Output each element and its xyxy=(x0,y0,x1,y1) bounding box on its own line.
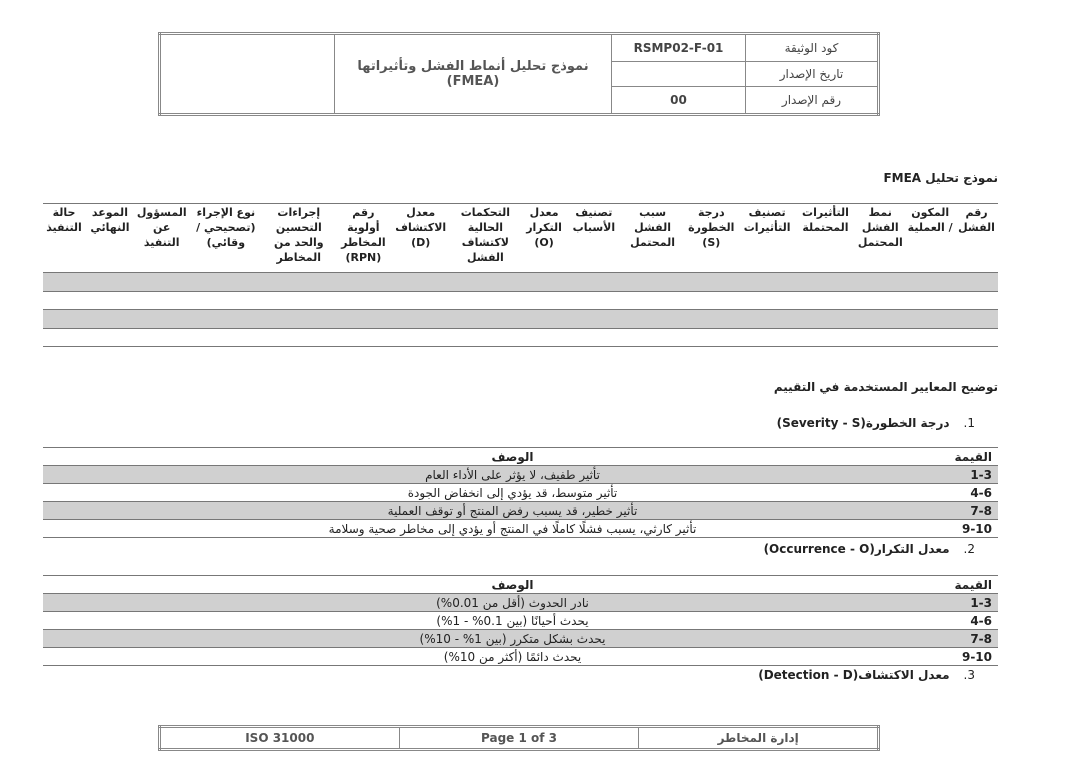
criteria-value: 4-6 xyxy=(898,612,998,630)
criteria-title: توضيح المعايير المستخدمة في التقييم xyxy=(773,380,998,394)
table-cell[interactable] xyxy=(621,310,684,329)
table-cell[interactable] xyxy=(263,328,334,347)
column-header: تصنيف الأسباب xyxy=(566,204,621,273)
section-title: معدل التكرار(Occurrence - O) xyxy=(763,542,950,556)
value-header: القيمة xyxy=(898,576,998,594)
table-row xyxy=(43,291,998,310)
criteria-description: يحدث أحيانًا (بين 0.1% - 1%) xyxy=(43,612,898,630)
criteria-description: تأثير كارثي، يسبب فشلًا كاملًا في المنتج أو يؤدي إلى مخاطر صحية وسلامة xyxy=(43,520,898,538)
criteria-row xyxy=(43,520,998,538)
table-cell[interactable] xyxy=(684,291,739,310)
occurrence-heading xyxy=(764,542,975,556)
table-cell[interactable] xyxy=(522,273,567,292)
table-cell[interactable] xyxy=(43,328,85,347)
table-cell[interactable] xyxy=(334,291,392,310)
column-header: التأثيرات المحتملة xyxy=(796,204,856,273)
criteria-description: نادر الحدوث (أقل من 0.01%) xyxy=(43,594,898,612)
section-title: درجة الخطورة(Severity - S) xyxy=(776,416,950,430)
table-cell[interactable] xyxy=(449,273,521,292)
table-row xyxy=(43,273,998,292)
table-cell[interactable] xyxy=(263,273,334,292)
column-header: إجراءات التحسين والحد من المخاطر xyxy=(263,204,334,273)
value-header: القيمة xyxy=(898,448,998,466)
logo-cell xyxy=(160,34,335,115)
criteria-row xyxy=(43,466,998,484)
section-number: 2. xyxy=(963,542,975,556)
column-header: درجة الخطورة (S) xyxy=(684,204,739,273)
criteria-value: 9-10 xyxy=(898,520,998,538)
column-header: نوع الإجراء (تصحيحي / وقائي) xyxy=(189,204,263,273)
description-header: الوصف xyxy=(43,576,898,594)
criteria-description: يحدث بشكل متكرر (بين 1% - 10%) xyxy=(43,630,898,648)
document-footer xyxy=(158,725,880,751)
table-cell[interactable] xyxy=(189,310,263,329)
table-cell[interactable] xyxy=(855,328,905,347)
severity-table xyxy=(43,447,998,538)
table-cell[interactable] xyxy=(621,291,684,310)
criteria-row xyxy=(43,594,998,612)
fmea-section-title: نموذج تحليل FMEA xyxy=(883,171,998,185)
footer-department: إدارة المخاطر xyxy=(639,727,879,750)
table-cell[interactable] xyxy=(955,273,998,292)
footer-page-number: Page 1 of 3 xyxy=(399,727,639,750)
table-cell[interactable] xyxy=(43,291,85,310)
detection-heading xyxy=(758,668,975,682)
table-cell[interactable] xyxy=(684,328,739,347)
issue-date-value xyxy=(612,61,746,87)
table-cell[interactable] xyxy=(796,273,856,292)
table-cell[interactable] xyxy=(392,291,449,310)
version-value: 00 xyxy=(612,87,746,115)
table-cell[interactable] xyxy=(621,328,684,347)
criteria-row xyxy=(43,484,998,502)
fmea-table xyxy=(43,203,998,347)
column-header: حالة التنفيذ xyxy=(43,204,85,273)
table-cell[interactable] xyxy=(566,310,621,329)
table-cell[interactable] xyxy=(566,328,621,347)
column-header: سبب الفشل المحتمل xyxy=(621,204,684,273)
criteria-row xyxy=(43,630,998,648)
table-cell[interactable] xyxy=(392,328,449,347)
table-cell[interactable] xyxy=(392,273,449,292)
table-cell[interactable] xyxy=(739,328,796,347)
column-header: المسؤول عن التنفيذ xyxy=(135,204,189,273)
table-cell[interactable] xyxy=(449,291,521,310)
table-cell[interactable] xyxy=(43,310,85,329)
issue-date-label: تاريخ الإصدار xyxy=(746,61,879,87)
column-header: التحكمات الحالية لاكتشاف الفشل xyxy=(449,204,521,273)
table-cell[interactable] xyxy=(739,291,796,310)
criteria-row xyxy=(43,612,998,630)
section-number: 1. xyxy=(963,416,975,430)
criteria-value: 1-3 xyxy=(898,466,998,484)
table-cell[interactable] xyxy=(684,310,739,329)
table-cell[interactable] xyxy=(263,291,334,310)
table-row xyxy=(43,310,998,329)
table-cell[interactable] xyxy=(796,291,856,310)
table-cell[interactable] xyxy=(955,328,998,347)
table-cell[interactable] xyxy=(135,291,189,310)
document-header xyxy=(158,32,880,116)
table-row xyxy=(43,328,998,347)
column-header: تصنيف التأثيرات xyxy=(739,204,796,273)
table-cell[interactable] xyxy=(85,310,135,329)
table-cell[interactable] xyxy=(189,273,263,292)
criteria-value: 7-8 xyxy=(898,502,998,520)
table-cell[interactable] xyxy=(522,291,567,310)
table-cell[interactable] xyxy=(334,328,392,347)
table-cell[interactable] xyxy=(135,273,189,292)
column-header: معدل التكرار (O) xyxy=(522,204,567,273)
occurrence-table xyxy=(43,575,998,666)
table-cell[interactable] xyxy=(905,310,955,329)
table-cell[interactable] xyxy=(85,273,135,292)
table-cell[interactable] xyxy=(566,273,621,292)
column-header: نمط الفشل المحتمل xyxy=(855,204,905,273)
doc-code-value: RSMP02-F-01 xyxy=(612,34,746,62)
table-cell[interactable] xyxy=(566,291,621,310)
criteria-row xyxy=(43,502,998,520)
column-header: رقم أولوية المخاطر (RPN) xyxy=(334,204,392,273)
table-cell[interactable] xyxy=(955,291,998,310)
section-number: 3. xyxy=(963,668,975,682)
table-cell[interactable] xyxy=(189,328,263,347)
column-header: الموعد النهائي xyxy=(85,204,135,273)
table-cell[interactable] xyxy=(855,310,905,329)
table-cell[interactable] xyxy=(85,291,135,310)
criteria-value: 1-3 xyxy=(898,594,998,612)
criteria-header-row xyxy=(43,576,998,594)
footer-standard: ISO 31000 xyxy=(160,727,400,750)
table-cell[interactable] xyxy=(522,310,567,329)
criteria-value: 4-6 xyxy=(898,484,998,502)
table-cell[interactable] xyxy=(621,273,684,292)
section-title: معدل الاكتشاف(Detection - D) xyxy=(758,668,950,682)
table-cell[interactable] xyxy=(905,273,955,292)
severity-heading xyxy=(777,416,975,430)
table-cell[interactable] xyxy=(135,310,189,329)
table-cell[interactable] xyxy=(43,273,85,292)
doc-code-label: كود الوثيقة xyxy=(746,34,879,62)
column-header: المكون / العملية xyxy=(905,204,955,273)
table-cell[interactable] xyxy=(522,328,567,347)
table-cell[interactable] xyxy=(334,273,392,292)
criteria-row xyxy=(43,648,998,666)
form-title: نموذج تحليل أنماط الفشل وتأثيراتها (FMEA) xyxy=(335,34,612,115)
criteria-value: 7-8 xyxy=(898,630,998,648)
criteria-value: 9-10 xyxy=(898,648,998,666)
table-cell[interactable] xyxy=(855,273,905,292)
criteria-description: تأثير خطير، قد يسبب رفض المنتج أو توقف العملية xyxy=(43,502,898,520)
table-cell[interactable] xyxy=(739,273,796,292)
description-header: الوصف xyxy=(43,448,898,466)
table-cell[interactable] xyxy=(85,328,135,347)
criteria-description: يحدث دائمًا (أكثر من 10%) xyxy=(43,648,898,666)
column-header: رقم الفشل xyxy=(955,204,998,273)
criteria-header-row xyxy=(43,448,998,466)
table-cell[interactable] xyxy=(955,310,998,329)
table-cell[interactable] xyxy=(796,328,856,347)
table-cell[interactable] xyxy=(905,291,955,310)
table-cell[interactable] xyxy=(905,328,955,347)
table-cell[interactable] xyxy=(449,328,521,347)
table-cell[interactable] xyxy=(392,310,449,329)
table-cell[interactable] xyxy=(796,310,856,329)
version-label: رقم الإصدار xyxy=(746,87,879,115)
table-cell[interactable] xyxy=(855,291,905,310)
table-cell[interactable] xyxy=(449,310,521,329)
criteria-description: تأثير متوسط، قد يؤدي إلى انخفاض الجودة xyxy=(43,484,898,502)
table-cell[interactable] xyxy=(334,310,392,329)
table-cell[interactable] xyxy=(189,291,263,310)
table-cell[interactable] xyxy=(684,273,739,292)
criteria-description: تأثير طفيف، لا يؤثر على الأداء العام xyxy=(43,466,898,484)
table-cell[interactable] xyxy=(135,328,189,347)
table-cell[interactable] xyxy=(739,310,796,329)
column-header: معدل الاكتشاف (D) xyxy=(392,204,449,273)
table-cell[interactable] xyxy=(263,310,334,329)
